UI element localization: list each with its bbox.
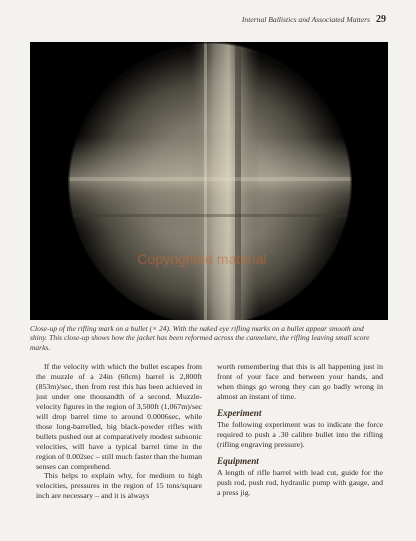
- heading-equipment: Equipment: [217, 455, 259, 466]
- paragraph-experiment: The following experiment was to indicate the force required to push a .30 calibre bullet into the rifling (rifling engraving pressure).: [217, 419, 383, 449]
- heading-experiment: Experiment: [217, 407, 262, 418]
- figure-caption: Close-up of the rifling mark on a bullet (× 24). With the naked eye rifling marks on a bullet appear smooth and shiny. This close-up shows how the jacket has been reformed across the cannelure, the rifling leaving small score marks.: [30, 324, 370, 352]
- paragraph-continuation: worth remembering that this is all happening just in front of your face and between your hands, and when things go wrong they can go badly wrong in almost an instant of time.: [217, 362, 383, 401]
- paragraph-equipment: A length of rifle barrel with lead cut, guide for the push rod, push rod, hydraulic pump with gauge, and a press jig.: [217, 467, 383, 497]
- right-column: [217, 362, 383, 498]
- running-header: [242, 14, 386, 25]
- paragraph-pressures: This helps to explain why, for medium to high velocities, pressures in the region of 15 tons/square inch are necessary – and it is always: [36, 471, 202, 501]
- photo-watermark: Copyrighted material: [137, 251, 267, 267]
- page-number: 29: [376, 14, 386, 25]
- running-title: Internal Ballistics and Associated Matters: [241, 15, 370, 24]
- paragraph-barrel-time: If the velocity with which the bullet escapes from the muzzle of a 24in (60cm) barrel is 2,800ft (853m)/sec, then from rest this has been achieved in just under one thousandth of a second. Muzzle-velocity figures in the region of 3,500ft (1,067m)/sec will drop barrel time to around 0.0006sec, while those long-barrelled, big black-powder rifles with bullets pushed out at comparatively modest subsonic velocities, will have a typical barrel time in the region of 0.002sec – still much faster than the human senses can comprehend.: [36, 362, 202, 471]
- microscope-photo: [30, 42, 388, 320]
- rifling-closeup-image: [30, 42, 388, 320]
- left-column: [36, 362, 202, 501]
